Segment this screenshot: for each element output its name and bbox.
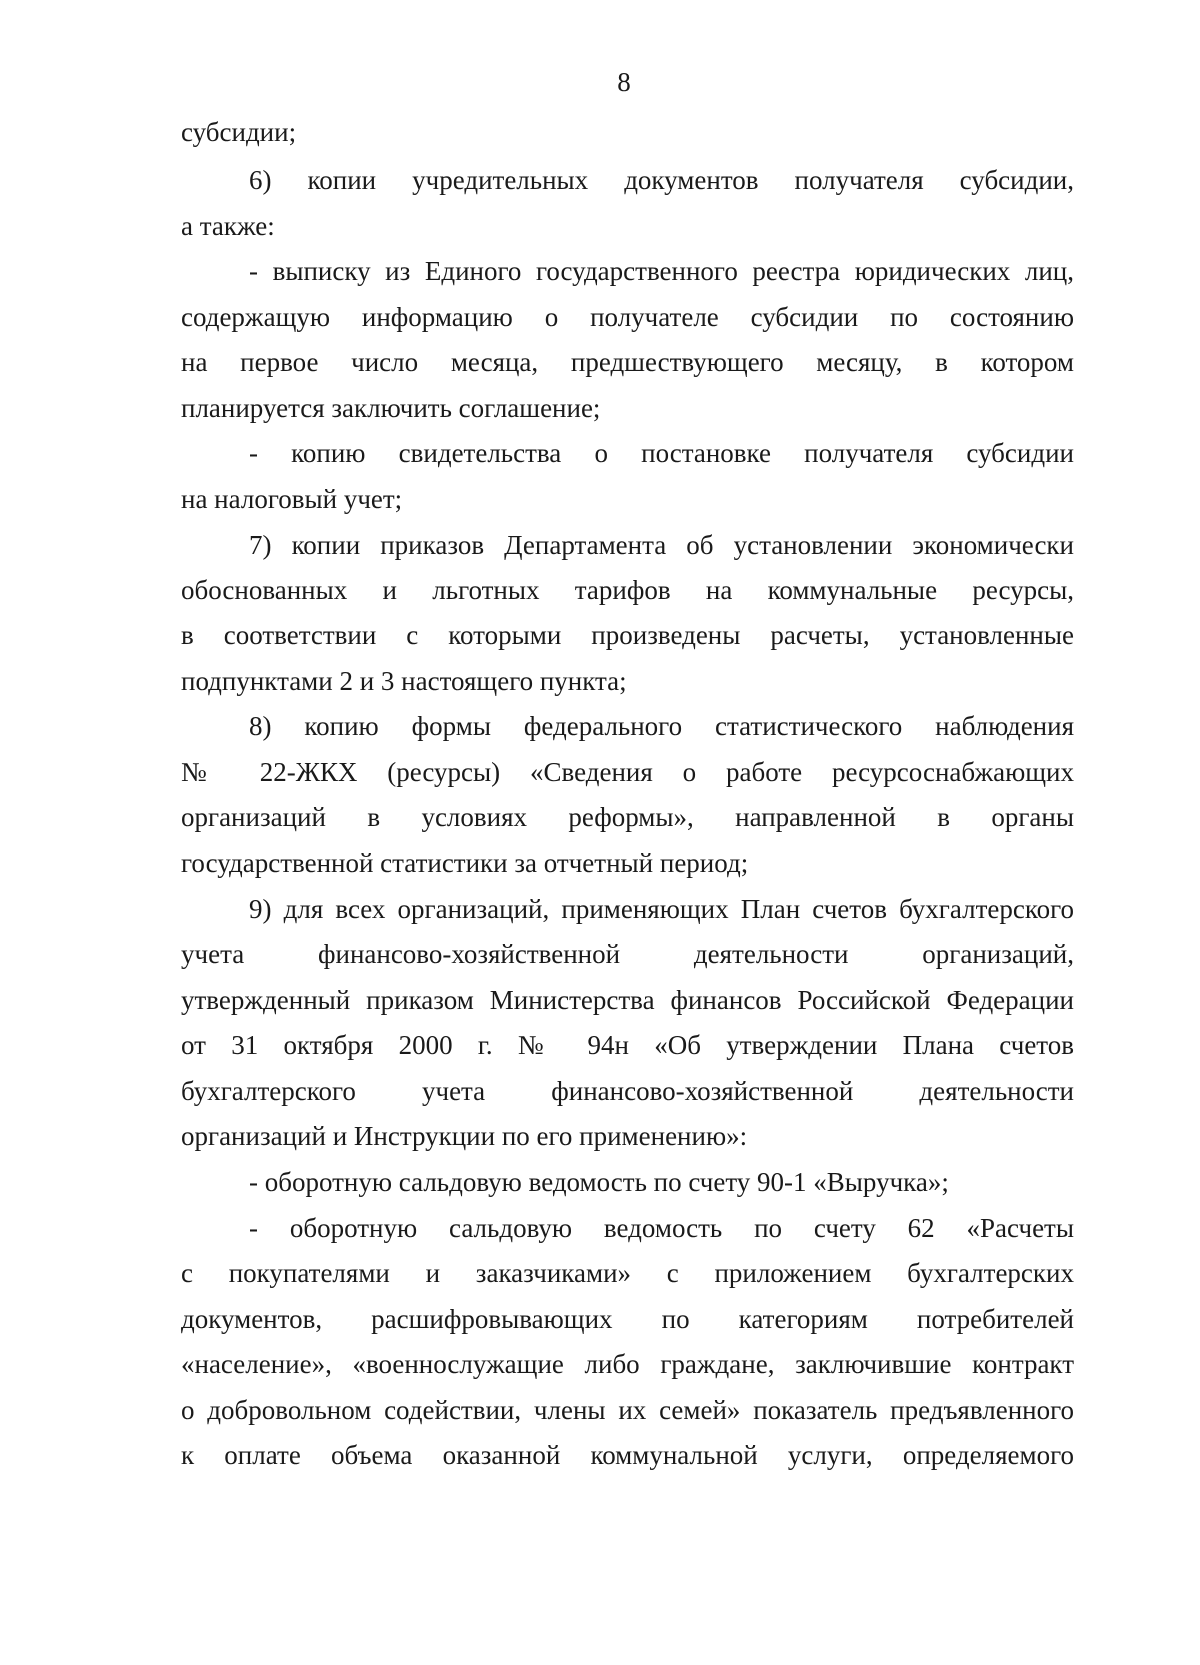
text-line: обоснованных и льготных тарифов на коммунальные ресурсы, — [181, 575, 1074, 605]
text-line: - оборотную сальдовую ведомость по счету 90-1 «Выручка»; — [249, 1167, 949, 1197]
text-line: о добровольном содействии, члены их семей» показатель предъявленного — [181, 1395, 1074, 1425]
text-line: - оборотную сальдовую ведомость по счету 62 «Расчеты — [249, 1213, 1074, 1243]
text-line: планируется заключить соглашение; — [181, 393, 601, 423]
text-line: бухгалтерского учета финансово-хозяйственной деятельности — [181, 1076, 1074, 1106]
text-line: содержащую информацию о получателе субсидии по состоянию — [181, 302, 1074, 332]
text-line: государственной статистики за отчетный период; — [181, 848, 749, 878]
text-line: № 22-ЖКХ (ресурсы) «Сведения о работе ресурсоснабжающих — [181, 757, 1074, 787]
text-line: 6) копии учредительных документов получателя субсидии, — [249, 165, 1074, 195]
text-line: 7) копии приказов Департамента об установлении экономически — [249, 530, 1074, 560]
text-line: 9) для всех организаций, применяющих План счетов бухгалтерского — [249, 894, 1074, 924]
text-line: на налоговый учет; — [181, 484, 403, 514]
text-line: в соответствии с которыми произведены расчеты, установленные — [181, 620, 1074, 650]
text-line: а также: — [181, 211, 275, 241]
text-line: с покупателями и заказчиками» с приложением бухгалтерских — [181, 1258, 1074, 1288]
text-line: к оплате объема оказанной коммунальной услуги, определяемого — [181, 1440, 1074, 1470]
text-line: «население», «военнослужащие либо граждане, заключившие контракт — [181, 1349, 1074, 1379]
text-line: подпунктами 2 и 3 настоящего пункта; — [181, 666, 627, 696]
text-line: организаций в условиях реформы», направленной в органы — [181, 802, 1074, 832]
page-number: 8 — [617, 67, 631, 97]
text-line: на первое число месяца, предшествующего месяцу, в котором — [181, 347, 1074, 377]
text-line: учета финансово-хозяйственной деятельности организаций, — [181, 939, 1074, 969]
text-line: - копию свидетельства о постановке получателя субсидии — [249, 438, 1074, 468]
text-line: от 31 октября 2000 г. № 94н «Об утверждении Плана счетов — [181, 1030, 1074, 1060]
text-line: субсидии; — [181, 117, 297, 147]
text-line: организаций и Инструкции по его применению»: — [181, 1121, 748, 1151]
text-line: 8) копию формы федерального статистического наблюдения — [249, 711, 1074, 741]
text-line: документов, расшифровывающих по категориям потребителей — [181, 1304, 1074, 1334]
text-line: - выписку из Единого государственного реестра юридических лиц, — [249, 256, 1074, 286]
text-line: утвержденный приказом Министерства финансов Российской Федерации — [181, 985, 1074, 1015]
